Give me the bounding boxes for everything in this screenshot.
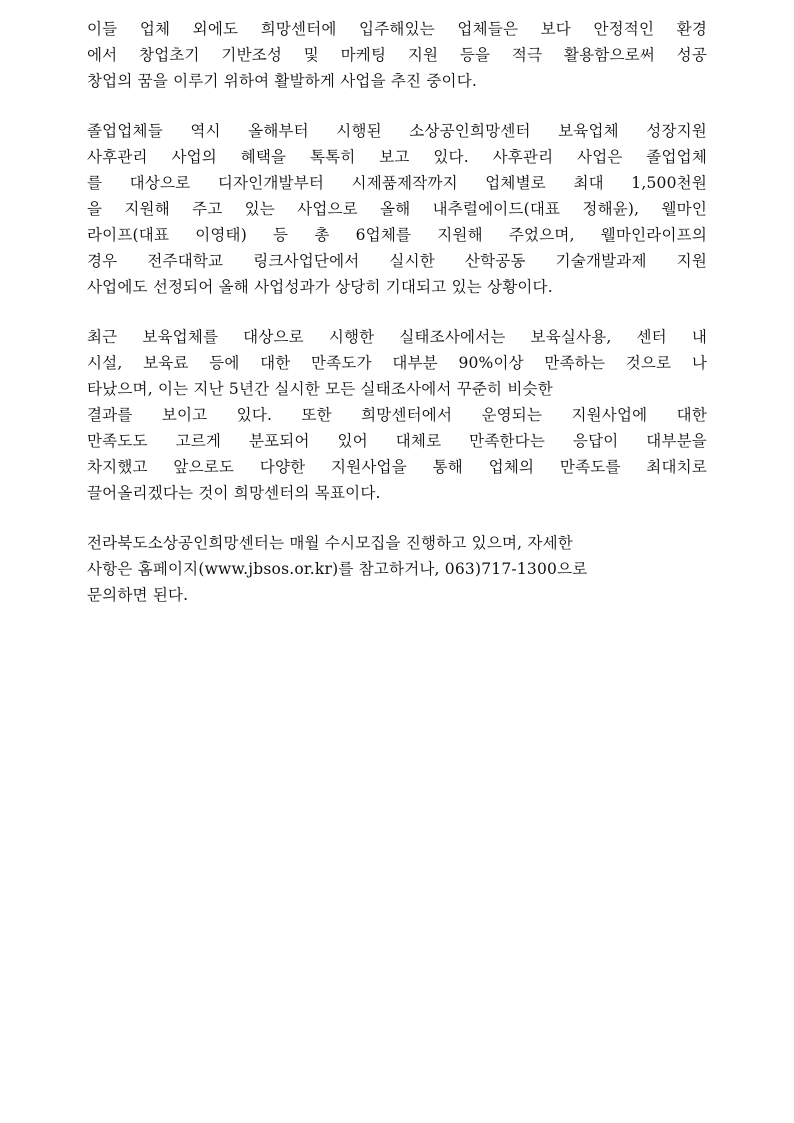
text-line: 에서 창업초기 기반조성 및 마케팅 지원 등을 적극 활용함으로써 성공 [87, 46, 707, 64]
text-line: 를 대상으로 디자인개발부터 시제품제작까지 업체별로 최대 1,500천원 [87, 174, 707, 192]
text-line: 결과를 보이고 있다. 또한 희망센터에서 운영되는 지원사업에 대한 [87, 406, 707, 424]
paragraph-tenant-businesses [87, 16, 707, 94]
text-line: 최근 보육업체를 대상으로 시행한 실태조사에서는 보육실사용, 센터 내 [87, 328, 707, 346]
text-line: 사항은 홈페이지(www.jbsos.or.kr)를 참고하거나, 063)717-1300으로 [87, 560, 588, 578]
text-line: 끌어올리겠다는 것이 희망센터의 목표이다. [87, 484, 381, 502]
text-line: 시설, 보육료 등에 대한 만족도가 대부분 90%이상 만족하는 것으로 나 [87, 354, 707, 372]
text-line: 라이프(대표 이영태) 등 총 6업체를 지원해 주었으며, 웰마인라이프의 [87, 226, 707, 244]
text-line: 사후관리 사업의 혜택을 톡톡히 보고 있다. 사후관리 사업은 졸업업체 [87, 148, 707, 166]
document-body [87, 16, 707, 632]
text-line: 졸업업체들 역시 올해부터 시행된 소상공인희망센터 보육업체 성장지원 [87, 122, 707, 140]
paragraph-graduated-businesses [87, 118, 707, 300]
text-line: 차지했고 앞으로도 다양한 지원사업을 통해 업체의 만족도를 최대치로 [87, 458, 707, 476]
text-line: 을 지원해 주고 있는 사업으로 올해 내추럴에이드(대표 정해윤), 웰마인 [87, 200, 707, 218]
paragraph-satisfaction-survey [87, 324, 707, 506]
text-line: 만족도도 고르게 분포되어 있어 대체로 만족한다는 응답이 대부분을 [87, 432, 707, 450]
text-line: 사업에도 선정되어 올해 사업성과가 상당히 기대되고 있는 상황이다. [87, 278, 553, 296]
text-line: 전라북도소상공인희망센터는 매월 수시모집을 진행하고 있으며, 자세한 [87, 534, 573, 552]
text-line: 창업의 꿈을 이루기 위하여 활발하게 사업을 추진 중이다. [87, 72, 477, 90]
text-line: 타났으며, 이는 지난 5년간 실시한 모든 실태조사에서 꾸준히 비슷한 [87, 380, 553, 398]
text-line: 이들 업체 외에도 희망센터에 입주해있는 업체들은 보다 안정적인 환경 [87, 20, 707, 38]
text-line: 경우 전주대학교 링크사업단에서 실시한 산학공동 기술개발과제 지원 [87, 252, 707, 270]
text-line: 문의하면 된다. [87, 586, 189, 604]
paragraph-recruitment-contact [87, 530, 707, 608]
